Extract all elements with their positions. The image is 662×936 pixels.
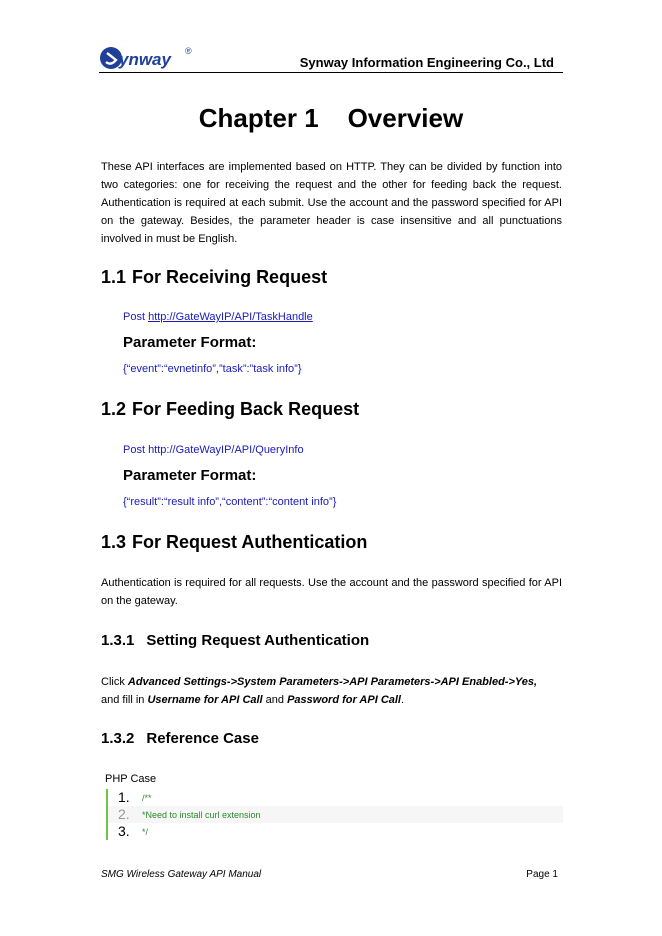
code-text: *Need to install curl extension	[142, 810, 261, 820]
password-field-name: Password for API Call	[287, 694, 401, 706]
code-text: /**	[142, 793, 152, 803]
chapter-title: Chapter 1 Overview	[198, 103, 464, 133]
taskhandle-link[interactable]: http://GateWayIP/API/TaskHandle	[148, 311, 313, 323]
section-1-3-2-heading: 1.3.2 Reference Case	[101, 730, 259, 747]
section-1-3-1-heading: 1.3.1 Setting Request Authentication	[101, 632, 370, 649]
section-1-3-heading: 1.3 For Request Authentication	[101, 532, 368, 552]
section-1-1-heading: 1.1 For Receiving Request	[101, 267, 328, 287]
code-line	[106, 823, 563, 840]
code-line	[106, 789, 563, 806]
username-field-name: Username for API Call	[147, 694, 263, 706]
authentication-paragraph: Authentication is required for all requests. Use the account and the password specified for API on the gateway.	[101, 577, 562, 607]
svg-text:ynway: ynway	[119, 50, 171, 69]
php-case-label: PHP Case	[105, 773, 157, 785]
line-number: 3.	[118, 823, 130, 839]
company-name: Synway Information Engineering Co., Ltd	[299, 55, 554, 70]
receiving-param-heading: Parameter Format:	[123, 334, 257, 351]
code-text: */	[142, 827, 149, 837]
feedback-param-format: {“result”:“result info”,“content”:“content info”}	[123, 496, 337, 508]
setting-instructions: Click Advanced Settings->System Parameters->API Parameters->API Enabled->Yes, and fill in Username for API Call and Password for API Call.	[101, 676, 538, 706]
section-1-2-heading: 1.2 For Feeding Back Request	[101, 399, 360, 419]
code-block	[106, 789, 563, 840]
line-number: 1.	[118, 789, 130, 805]
receiving-post-line: Post http://GateWayIP/API/TaskHandle	[123, 311, 313, 323]
intro-paragraph: These API interfaces are implemented based on HTTP. They can be divided by function into two categories: one for receiving the request and the other for feeding back the request. Authentication is required at each submit. Use the account and the password specified for API on the gateway. Besides, the parameter header is case insensitive and all punctuations involved in must be English.	[101, 161, 562, 245]
page-number: Page 1	[526, 869, 558, 880]
svg-text:®: ®	[185, 46, 192, 56]
code-line	[106, 806, 563, 823]
feedback-param-heading: Parameter Format:	[123, 467, 257, 484]
receiving-param-format: {“event”:“evnetinfo”,”task”:”task info”}	[123, 363, 302, 375]
manual-title-footer: SMG Wireless Gateway API Manual	[101, 869, 262, 880]
header-divider	[99, 72, 563, 73]
line-number: 2.	[118, 806, 130, 822]
synway-logo	[99, 42, 194, 72]
feedback-post-line: Post http://GateWayIP/API/QueryInfo	[123, 444, 304, 456]
settings-path: Advanced Settings->System Parameters->API Parameters->API Enabled->Yes,	[127, 676, 538, 688]
